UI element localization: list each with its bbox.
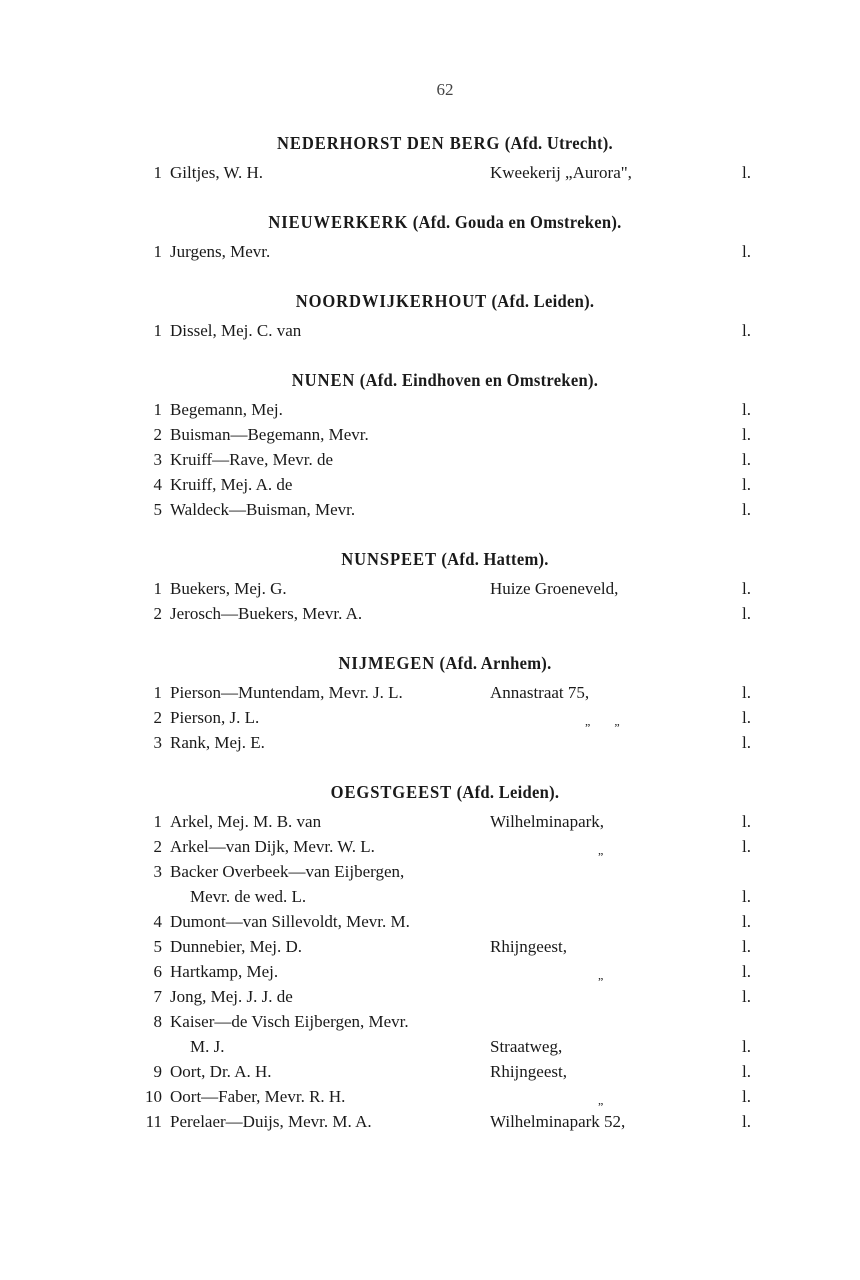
member-fee: l. — [742, 912, 751, 931]
member-address: Rhijngeest, — [490, 1062, 567, 1081]
member-row — [0, 809, 860, 834]
member-fee: l. — [742, 1112, 751, 1131]
section-heading — [36, 286, 855, 316]
member-number: 3 — [153, 733, 162, 752]
member-name: Backer Overbeek—van Eijbergen, — [170, 862, 405, 881]
member-number: 3 — [153, 450, 162, 469]
place-name: NUNEN — [291, 370, 356, 390]
member-name: Kruiff—Rave, Mevr. de — [170, 450, 334, 469]
member-number: 2 — [153, 425, 162, 444]
member-fee: l. — [742, 475, 751, 494]
member-number: 1 — [153, 683, 162, 702]
member-number: 4 — [153, 912, 162, 931]
member-row — [0, 1059, 860, 1084]
member-fee: l. — [742, 500, 751, 519]
member-row — [0, 680, 860, 705]
member-address: Wilhelminapark, — [490, 812, 605, 831]
afdeling-name: (Afd. Arnhem). — [439, 653, 552, 673]
member-name: Dunnebier, Mej. D. — [170, 937, 302, 956]
member-name: Begemann, Mej. — [170, 400, 283, 419]
member-number: 2 — [153, 604, 162, 623]
member-name: Dumont—van Sillevoldt, Mevr. M. — [170, 912, 410, 931]
member-row — [0, 884, 860, 909]
member-row — [0, 472, 860, 497]
member-fee: l. — [742, 708, 751, 727]
place-name: OEGSTGEEST — [330, 782, 453, 802]
member-fee: l. — [742, 425, 751, 444]
member-name: M. J. — [190, 1037, 225, 1056]
section-heading — [36, 365, 855, 395]
member-name: Buisman—Begemann, Mevr. — [170, 425, 369, 444]
member-name: Pierson—Muntendam, Mevr. J. L. — [170, 683, 403, 702]
member-number: 1 — [153, 812, 162, 831]
member-name: Pierson, J. L. — [170, 708, 260, 727]
place-name: NOORDWIJKERHOUT — [295, 291, 488, 311]
afdeling-name: (Afd. Hattem). — [441, 549, 549, 569]
section — [0, 777, 860, 1134]
afdeling-name: (Afd. Utrecht). — [504, 133, 613, 153]
afdeling-name: (Afd. Eindhoven en Omstreken). — [359, 370, 599, 390]
ditto-mark: „ — [598, 968, 604, 982]
member-row — [0, 1034, 860, 1059]
member-name: Rank, Mej. E. — [170, 733, 265, 752]
member-list — [0, 128, 860, 1134]
section-heading — [36, 128, 855, 158]
member-name: Jurgens, Mevr. — [170, 242, 271, 261]
member-number: 1 — [153, 400, 162, 419]
section-heading — [36, 648, 855, 678]
member-number: 1 — [153, 163, 162, 182]
member-row — [0, 959, 860, 984]
member-number: 5 — [153, 500, 162, 519]
member-address: Rhijngeest, — [490, 937, 567, 956]
member-fee: l. — [742, 1087, 751, 1106]
section — [0, 365, 860, 544]
member-row — [0, 1109, 860, 1134]
member-name: Perelaer—Duijs, Mevr. M. A. — [170, 1112, 372, 1131]
afdeling-name: (Afd. Gouda en Omstreken). — [412, 212, 622, 232]
ditto-mark: „ — [598, 843, 604, 857]
member-number: 4 — [153, 475, 162, 494]
page-number: 62 — [436, 80, 454, 99]
member-row — [0, 859, 860, 884]
member-address: Kweekerij „Aurora", — [490, 163, 632, 182]
member-number: 8 — [153, 1012, 162, 1031]
member-row — [0, 1009, 860, 1034]
member-number: 7 — [153, 987, 162, 1006]
member-fee: l. — [742, 937, 751, 956]
place-name: NUNSPEET — [341, 549, 437, 569]
member-fee: l. — [742, 1062, 751, 1081]
member-name: Oort—Faber, Mevr. R. H. — [170, 1087, 346, 1106]
member-number: 1 — [153, 321, 162, 340]
member-name: Waldeck—Buisman, Mevr. — [170, 500, 356, 519]
member-name: Buekers, Mej. G. — [170, 579, 287, 598]
member-fee: l. — [742, 163, 751, 182]
member-row — [0, 934, 860, 959]
member-address: Wilhelminapark 52, — [490, 1112, 626, 1131]
member-row — [0, 160, 860, 185]
member-row — [0, 909, 860, 934]
member-fee: l. — [742, 604, 751, 623]
member-row — [0, 576, 860, 601]
member-row — [0, 834, 860, 859]
member-number: 5 — [153, 937, 162, 956]
member-fee: l. — [742, 683, 751, 702]
member-name: Jong, Mej. J. J. de — [170, 987, 293, 1006]
afdeling-name: (Afd. Leiden). — [491, 291, 595, 311]
member-row — [0, 984, 860, 1009]
member-fee: l. — [742, 450, 751, 469]
member-fee: l. — [742, 837, 751, 856]
section-heading — [36, 777, 855, 807]
member-row — [0, 1084, 860, 1109]
member-number: 1 — [153, 242, 162, 261]
place-name: NIJMEGEN — [338, 653, 436, 673]
member-address: Annastraat 75, — [490, 683, 590, 702]
member-row — [0, 497, 860, 522]
member-fee: l. — [742, 400, 751, 419]
member-name: Giltjes, W. H. — [170, 163, 264, 182]
member-name: Mevr. de wed. L. — [190, 887, 307, 906]
section — [0, 286, 860, 365]
member-row — [0, 447, 860, 472]
member-number: 11 — [145, 1112, 162, 1131]
place-name: NIEUWERKERK — [268, 212, 409, 232]
member-number: 3 — [153, 862, 162, 881]
member-row — [0, 397, 860, 422]
member-fee: l. — [742, 733, 751, 752]
member-fee: l. — [742, 579, 751, 598]
member-row — [0, 705, 860, 730]
member-number: 10 — [145, 1087, 162, 1106]
place-name: NEDERHORST DEN BERG — [277, 133, 501, 153]
member-row — [0, 239, 860, 264]
member-name: Dissel, Mej. C. van — [170, 321, 302, 340]
member-number: 6 — [153, 962, 162, 981]
section — [0, 128, 860, 207]
member-name: Oort, Dr. A. H. — [170, 1062, 272, 1081]
ditto-mark: „ „ — [585, 714, 620, 728]
member-address: Huize Groeneveld, — [490, 579, 619, 598]
member-fee: l. — [742, 962, 751, 981]
member-name: Arkel—van Dijk, Mevr. W. L. — [170, 837, 375, 856]
member-name: Kaiser—de Visch Eijbergen, Mevr. — [170, 1012, 409, 1031]
section — [0, 544, 860, 648]
member-row — [0, 422, 860, 447]
member-fee: l. — [742, 812, 751, 831]
member-row — [0, 601, 860, 626]
member-number: 2 — [153, 708, 162, 727]
member-fee: l. — [742, 321, 751, 340]
member-name: Jerosch—Buekers, Mevr. A. — [170, 604, 363, 623]
member-name: Arkel, Mej. M. B. van — [170, 812, 322, 831]
member-row — [0, 730, 860, 755]
member-fee: l. — [742, 1037, 751, 1056]
member-name: Kruiff, Mej. A. de — [170, 475, 293, 494]
member-fee: l. — [742, 242, 751, 261]
member-address: Straatweg, — [490, 1037, 563, 1056]
section — [0, 648, 860, 777]
member-number: 9 — [153, 1062, 162, 1081]
member-row — [0, 318, 860, 343]
section-heading — [36, 544, 855, 574]
section — [0, 207, 860, 286]
member-fee: l. — [742, 987, 751, 1006]
member-number: 2 — [153, 837, 162, 856]
section-heading — [36, 207, 855, 237]
member-fee: l. — [742, 887, 751, 906]
member-number: 1 — [153, 579, 162, 598]
member-name: Hartkamp, Mej. — [170, 962, 279, 981]
ditto-mark: „ — [598, 1093, 604, 1107]
afdeling-name: (Afd. Leiden). — [456, 782, 560, 802]
